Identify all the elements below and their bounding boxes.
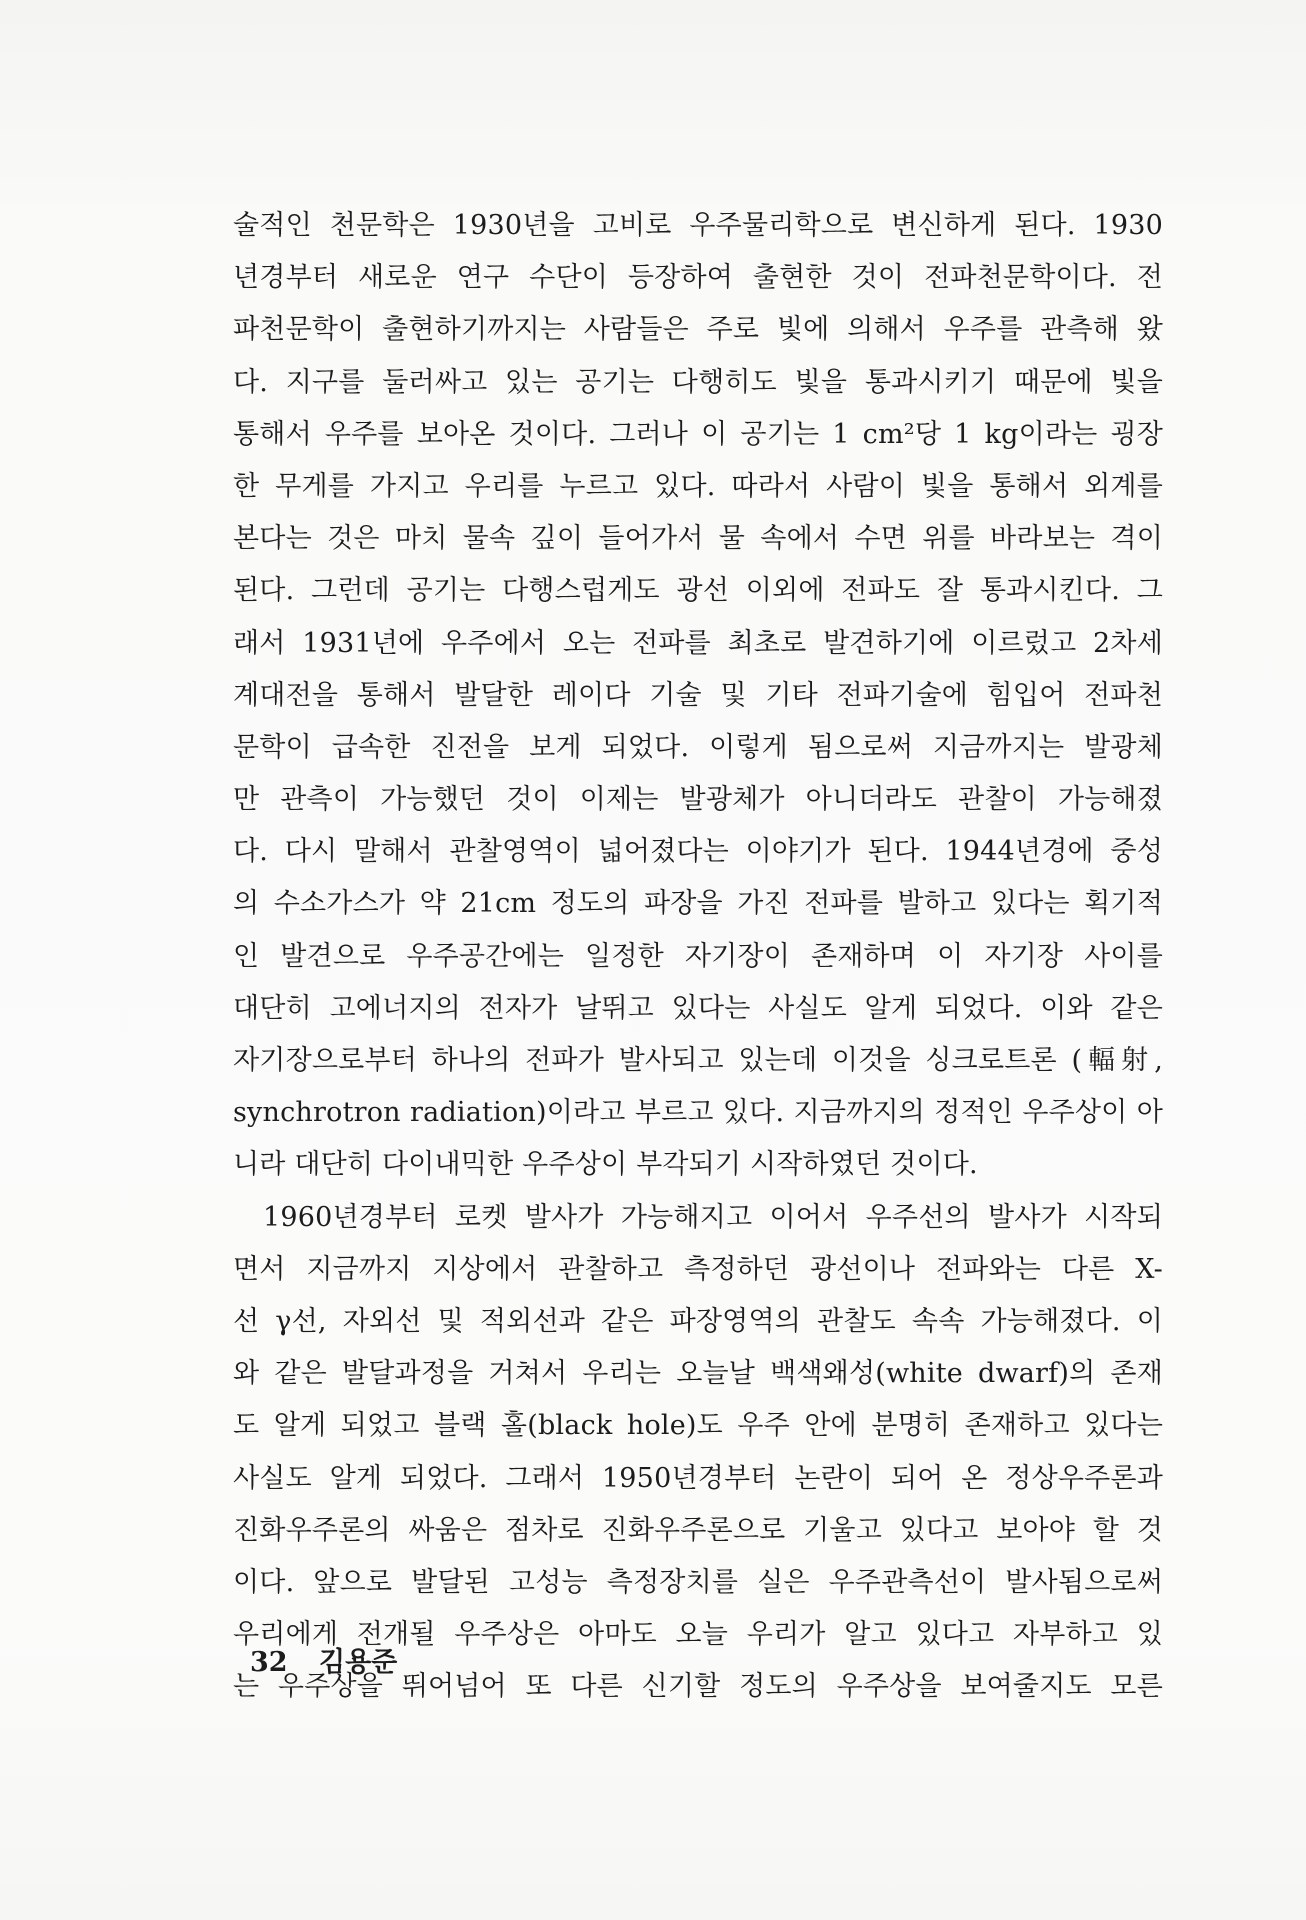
text-line: 계대전을 통해서 발달한 레이다 기술 및 기타 전파기술에 힘입어 전파천	[233, 679, 1163, 711]
text-line: 본다는 것은 마치 물속 깊이 들어가서 물 속에서 수면 위를 바라보는 격이	[233, 523, 1163, 555]
text-line: 는 우주상을 뛰어넘어 또 다른 신기할 정도의 우주상을 보여줄지도 모른	[233, 1671, 1163, 1703]
text-line: 선 γ선, 자외선 및 적외선과 같은 파장영역의 관찰도 속속 가능해졌다. 이	[233, 1305, 1163, 1337]
page-footer	[250, 1640, 397, 1679]
text-line: 된다. 그런데 공기는 다행스럽게도 광선 이외에 전파도 잘 통과시킨다. 그	[233, 575, 1163, 607]
text-line: 우리에게 전개될 우주상은 아마도 오늘 우리가 알고 있다고 자부하고 있	[233, 1619, 1163, 1651]
text-line: 와 같은 발달과정을 거쳐서 우리는 오늘날 백색왜성(white dwarf)의 존재	[233, 1358, 1163, 1390]
text-line: 다. 다시 말해서 관찰영역이 넓어졌다는 이야기가 된다. 1944년경에 중성	[233, 836, 1163, 868]
text-line: 문학이 급속한 진전을 보게 되었다. 이렇게 됨으로써 지금까지는 발광체	[233, 731, 1163, 763]
text-line: 사실도 알게 되었다. 그래서 1950년경부터 논란이 되어 온 정상우주론과	[233, 1462, 1163, 1494]
text-line: 자기장으로부터 하나의 전파가 발사되고 있는데 이것을 싱크로트론 (輻射,	[233, 1045, 1163, 1076]
text-line: 도 알게 되었고 블랙 홀(black hole)도 우주 안에 분명히 존재하고 있다는	[233, 1410, 1163, 1442]
text-line: 1960년경부터 로켓 발사가 가능해지고 이어서 우주선의 발사가 시작되	[263, 1201, 1163, 1233]
author-name: 김용준	[318, 1647, 398, 1678]
text-line: 인 발견으로 우주공간에는 일정한 자기장이 존재하며 이 자기장 사이를	[233, 940, 1163, 972]
text-line: 파천문학이 출현하기까지는 사람들은 주로 빛에 의해서 우주를 관측해 왔	[233, 314, 1163, 346]
text-line: 한 무게를 가지고 우리를 누르고 있다. 따라서 사람이 빛을 통해서 외계를	[233, 470, 1163, 502]
text-line: 다. 지구를 둘러싸고 있는 공기는 다행히도 빛을 통과시키기 때문에 빛을	[233, 366, 1163, 398]
text-line: 진화우주론의 싸움은 점차로 진화우주론으로 기울고 있다고 보아야 할 것	[233, 1514, 1163, 1546]
text-line: 년경부터 새로운 연구 수단이 등장하여 출현한 것이 전파천문학이다. 전	[233, 262, 1163, 294]
body-text	[233, 200, 1163, 1713]
text-line: 니라 대단히 다이내믹한 우주상이 부각되기 시작하였던 것이다.	[233, 1149, 978, 1181]
text-line: synchrotron radiation)이라고 부르고 있다. 지금까지의 정적인 우주상이 아	[233, 1097, 1163, 1129]
text-line: 면서 지금까지 지상에서 관찰하고 측정하던 광선이나 전파와는 다른 X-	[233, 1253, 1163, 1285]
text-line: 대단히 고에너지의 전자가 날뛰고 있다는 사실도 알게 되었다. 이와 같은	[233, 992, 1163, 1024]
text-line: 이다. 앞으로 발달된 고성능 측정장치를 실은 우주관측선이 발사됨으로써	[233, 1566, 1163, 1598]
page-number: 32	[250, 1647, 288, 1678]
text-line: 의 수소가스가 약 21cm 정도의 파장을 가진 전파를 발하고 있다는 획기적	[233, 888, 1163, 920]
text-line: 래서 1931년에 우주에서 오는 전파를 최초로 발견하기에 이르렀고 2차세	[233, 627, 1163, 659]
text-line: 술적인 천문학은 1930년을 고비로 우주물리학으로 변신하게 된다. 1930	[233, 210, 1163, 241]
text-line: 통해서 우주를 보아온 것이다. 그러나 이 공기는 1 cm²당 1 kg이라는 굉장	[233, 418, 1163, 450]
text-line: 만 관측이 가능했던 것이 이제는 발광체가 아니더라도 관찰이 가능해졌	[233, 784, 1163, 816]
